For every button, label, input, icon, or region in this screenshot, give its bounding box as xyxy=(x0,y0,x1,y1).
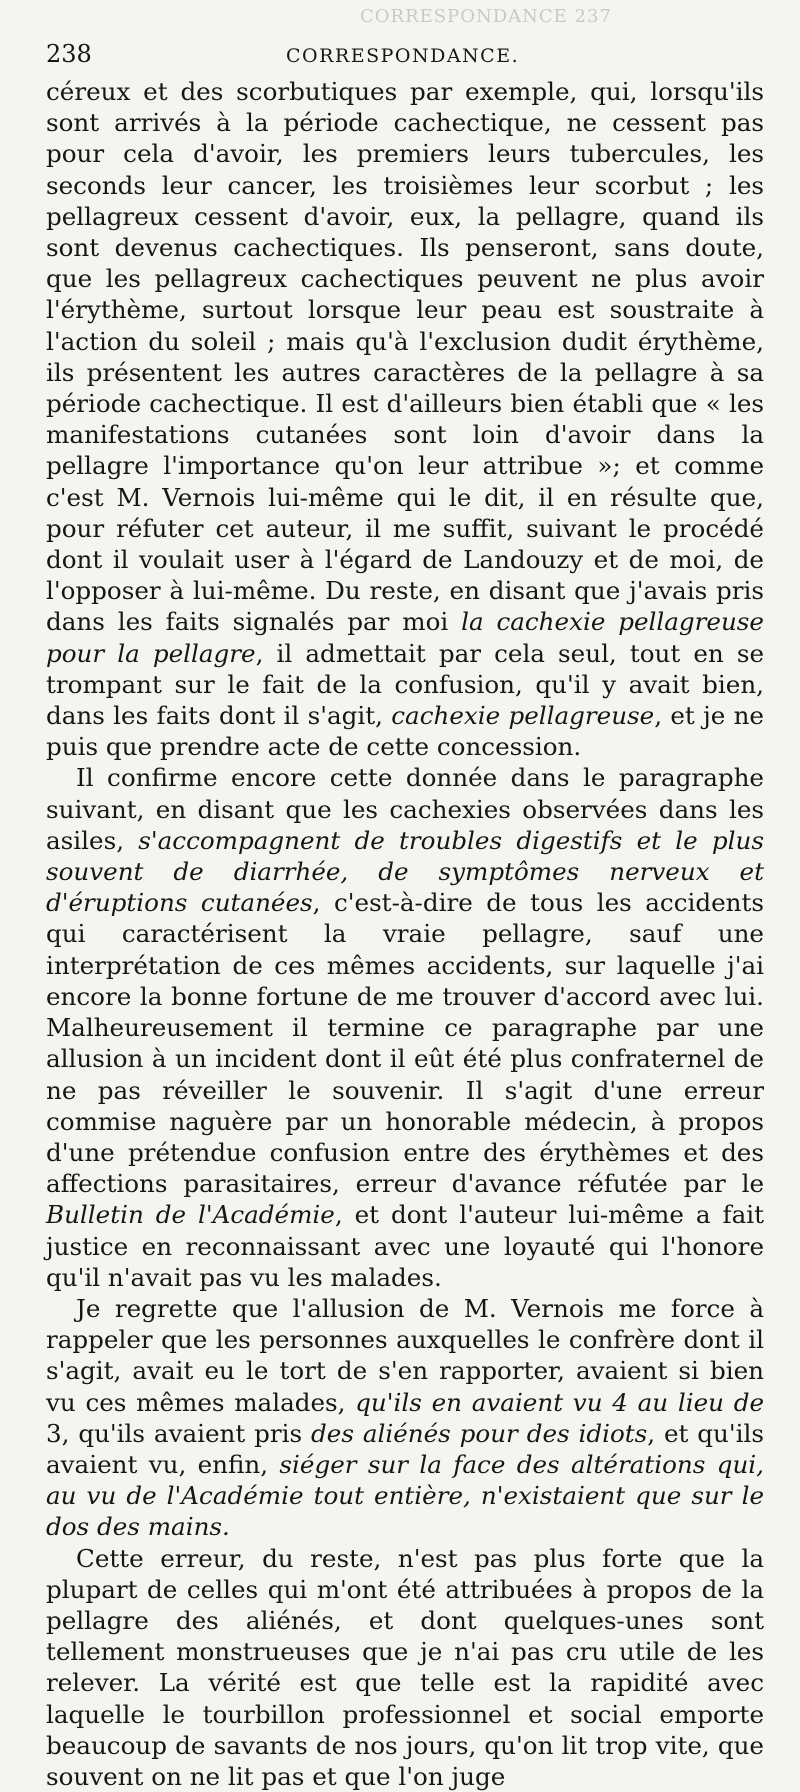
body-text xyxy=(46,76,764,1792)
italic-run: siéger sur la face des altérations qui, au vu de l'Académie tout entière, n'existaient que sur le dos des mains. xyxy=(46,1449,764,1542)
text-run: , et je ne puis que prendre acte de cette concession. xyxy=(46,701,764,762)
text-run: , et qu'ils avaient vu, enfin, xyxy=(46,1418,764,1479)
bleed-through-text: CORRESPONDANCE 237 xyxy=(360,6,612,27)
paragraph xyxy=(46,1293,764,1543)
page-header xyxy=(46,40,764,68)
page-number: 238 xyxy=(46,40,92,68)
text-run: 3, qu'ils avaient pris xyxy=(46,1418,312,1448)
text-run: Il confirme encore cette donnée dans le paragraphe suivant, en disant que les cachexies observées dans les asiles, xyxy=(46,763,764,855)
text-run: , c'est-à-dire de tous les accidents qui caractérisent la vraie pellagre, sauf une interprétation de ces mêmes accidents, sur laquelle j'ai encore la bonne fortune de me trouver d'accord avec lui. Malheureusement il termine ce paragraphe par une allusion à un incident dont il eût été plus confraternel de ne pas réveiller le souvenir. Il s'agit d'une erreur commise naguère par un honorable médecin, à propos d'une prétendue confusion entre des érythèmes et des affections parasitaires, erreur d'avance réfutée par le xyxy=(46,888,764,1199)
italic-run: des aliénés pour des idiots xyxy=(311,1418,648,1448)
italic-run: s'accompagnent de troubles digestifs et le plus souvent de diarrhée, de symptômes nerveux et d'éruptions cutanées xyxy=(46,825,764,918)
italic-run: cachexie pellagreuse xyxy=(391,701,655,731)
paragraph xyxy=(46,1543,764,1792)
paragraph xyxy=(46,762,764,1292)
italic-run: Bulletin de l'Académie xyxy=(46,1200,335,1230)
italic-run: la cachexie pellagreuse pour la pellagre xyxy=(46,607,764,668)
text-run: , et dont l'auteur lui-même a fait justice en reconnaissant avec une loyauté qui l'honore qu'il n'avait pas vu les malades. xyxy=(46,1200,764,1292)
text-run: , il admettait par cela seul, tout en se trompant sur le fait de la confusion, qu'il y avait bien, dans les faits dont il s'agit, xyxy=(46,638,764,731)
paragraph xyxy=(46,76,764,762)
text-run: Cette erreur, du reste, n'est pas plus forte que la plupart de celles qui m'ont été attribuées à propos de la pellagre des aliénés, et dont quelques-unes sont tellement monstrueuses que je n'ai pas cru utile de les relever. La vérité est que telle est la rapidité avec laquelle le tourbillon professionnel et social emporte beaucoup de savants de nos jours, qu'on lit trop vite, que souvent on ne lit pas et que l'on juge xyxy=(46,1543,764,1791)
text-run: Je regrette que l'allusion de M. Vernois me force à rappeler que les personnes auxquelles le confrère dont il s'agit, avait eu le tort de s'en rapporter, avaient si bien vu ces mêmes malades, xyxy=(46,1293,764,1417)
text-run: céreux et des scorbutiques par exemple, qui, lorsqu'ils sont arrivés à la période cachectique, ne cessent pas pour cela d'avoir, les premiers leurs tubercules, les seconds leur cancer, les troisièmes leur scorbut ; les pellagreux cessent d'avoir, eux, la pellagre, quand ils sont devenus cachectiques. Ils penseront, sans doute, que les pellagreux cachectiques peuvent ne plus avoir l'érythème, surtout lorsque leur peau est soustraite à l'action du soleil ; mais qu'à l'exclusion dudit érythème, ils présentent les autres caractères de la pellagre à sa période cachectique. Il est d'ailleurs bien établi que « les manifestations cutanées sont loin d'avoir dans la pellagre l'importance qu'on leur attribue »; et comme c'est M. Vernois lui-même qui le dit, il en résulte que, pour réfuter cet auteur, il me suffit, suivant le procédé dont il voulait user à l'égard de Landouzy et de moi, de l'opposer à lui-même. Du reste, en disant que j'avais pris dans les faits signalés par moi xyxy=(46,77,764,637)
running-head: CORRESPONDANCE. xyxy=(286,45,520,67)
italic-run: qu'ils en avaient vu 4 au lieu de xyxy=(355,1387,764,1417)
